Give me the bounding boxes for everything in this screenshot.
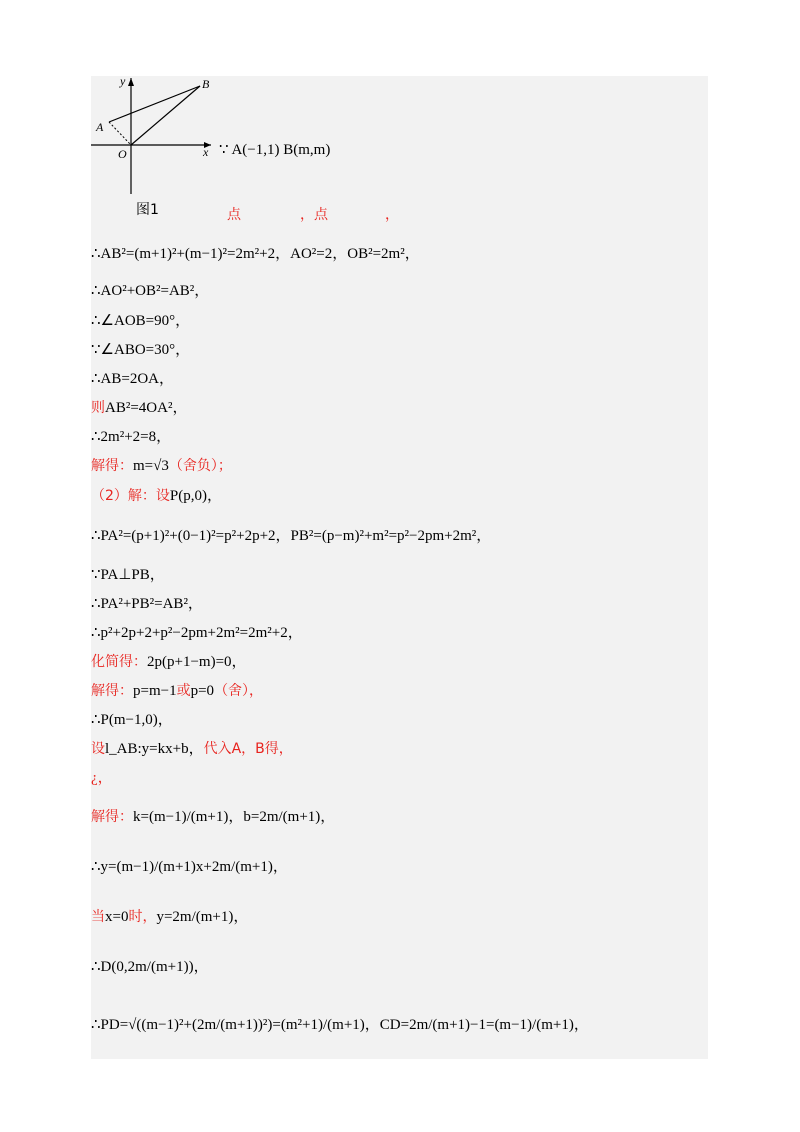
- solve-label: 解得：: [91, 458, 133, 474]
- line-when-x0: [91, 908, 248, 926]
- solve-p-or: 或: [176, 683, 191, 699]
- when-label: 当: [91, 909, 105, 925]
- label-A: A: [96, 120, 104, 134]
- line-simplify: [91, 653, 247, 671]
- figure-1-coordinate-diagram: [91, 76, 221, 201]
- when-y-math: y=2m/(m+1)，: [156, 909, 249, 925]
- solve-m-note: （舍负）；: [168, 458, 232, 474]
- line-placeholder: ¿，: [91, 770, 113, 786]
- solve-p-note: （舍），: [214, 683, 264, 699]
- line-point-p: ∴P(m−1,0)，: [91, 712, 173, 728]
- line-pd-cd: ∴PD=√((m−1)²+(2m/(m+1))²)=(m²+1)/(m+1)，CD=2m/(m+1)−1=(m−1)/(m+1)，: [91, 1017, 589, 1033]
- line-ab-squared: ∴AB²=(m+1)²+(m−1)²=2m²+2，AO²=2，OB²=2m²，: [91, 246, 420, 262]
- line-pa-pb: ∴PA²=(p+1)²+(0−1)²=p²+2p+2，PB²=(p−m)²+m²=p²−2pm+2m²，: [91, 528, 492, 544]
- given-points: ∵ A(−1,1) B(m,m): [219, 142, 331, 158]
- part2-label: （2）解：设: [91, 488, 170, 504]
- line-angle-abo: ∵∠ABO=30°，: [91, 342, 191, 358]
- solve-kb-label: 解得：: [91, 809, 133, 825]
- line-solve-p: [91, 682, 263, 700]
- line-lab-equation: ∴y=(m−1)/(m+1)x+2m/(m+1)，: [91, 859, 288, 875]
- line-solve-m: [91, 457, 232, 475]
- y-axis-arrow-icon: [128, 78, 134, 86]
- segment-OB: [131, 86, 200, 145]
- substitute-note: 代入A，B得，: [203, 741, 293, 757]
- segment-AB: [109, 86, 200, 122]
- hint-point-1: 点: [227, 207, 241, 223]
- hint-point-2: ，点: [300, 207, 328, 223]
- line-ab-2oa: ∴AB=2OA，: [91, 371, 175, 387]
- figure-caption: 图1: [136, 202, 159, 218]
- then-math: AB²=4OA²，: [105, 400, 188, 416]
- set-label: 设: [91, 741, 105, 757]
- label-O: O: [118, 147, 127, 161]
- line-equation-m: ∴2m²+2=8，: [91, 429, 172, 445]
- when-x0-math: x=0: [105, 909, 129, 925]
- label-y: y: [120, 76, 126, 88]
- simplify-label: 化简得：: [91, 654, 147, 670]
- line-perpendicular: ∵PA⊥PB，: [91, 567, 165, 583]
- line-solve-k-b: [91, 808, 335, 826]
- line-expanded: ∴p²+2p+2+p²−2pm+2m²=2m²+2，: [91, 625, 303, 641]
- solve-m-math: m=√3: [133, 458, 169, 474]
- solve-p-label: 解得：: [91, 683, 133, 699]
- label-B: B: [202, 77, 210, 91]
- label-x: x: [203, 145, 209, 159]
- line-point-d: ∴D(0,2m/(m+1))，: [91, 959, 209, 975]
- line-angle-aob: ∴∠AOB=90°，: [91, 313, 191, 329]
- line-part2: [91, 487, 222, 505]
- line-set-lab: [91, 740, 293, 758]
- segment-AO-dashed: [109, 122, 131, 145]
- line-then: [91, 399, 187, 417]
- part2-math: P(p,0)，: [169, 488, 223, 504]
- solve-kb-math: k=(m−1)/(m+1)，b=2m/(m+1)，: [133, 809, 336, 825]
- solve-p-math-1: p=m−1: [133, 683, 177, 699]
- solve-p-math-2: p=0: [190, 683, 215, 699]
- hint-comma: ，: [385, 207, 399, 223]
- then-label: 则: [91, 400, 105, 416]
- set-lab-math: l_AB:y=kx+b，: [105, 741, 204, 757]
- line-pa-pb-sum: ∴PA²+PB²=AB²，: [91, 596, 203, 612]
- document-page: [91, 76, 708, 1059]
- simplify-math: 2p(p+1−m)=0，: [147, 654, 247, 670]
- when-time-label: 时，: [128, 909, 157, 925]
- line-pythagoras: ∴AO²+OB²=AB²，: [91, 283, 210, 299]
